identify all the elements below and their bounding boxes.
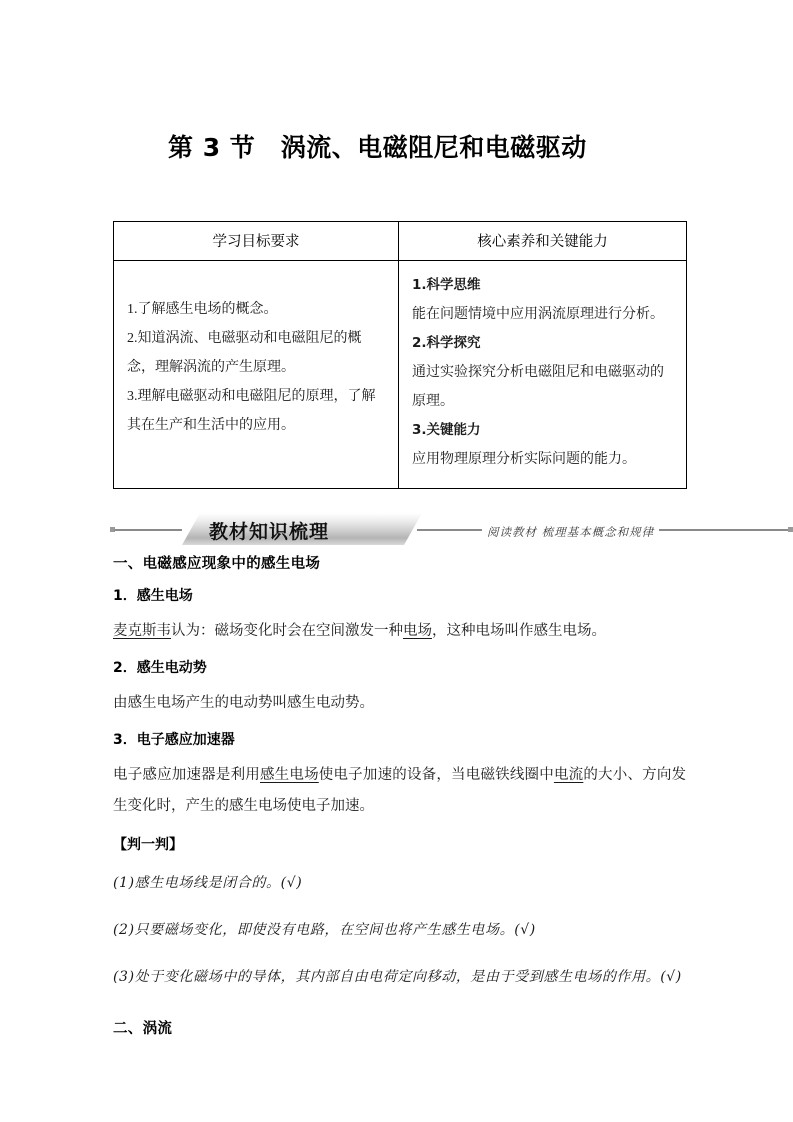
literacy-group-text: 通过实验探究分析电磁阻尼和电磁驱动的原理。 (412, 365, 664, 409)
keyword-electric-field: 电场 (403, 623, 432, 639)
banner-label: 教材知识梳理 (209, 521, 330, 543)
paragraph-text: ，这种电场叫作感生电场。 (432, 623, 606, 639)
paragraph-text: 的大小、方向发生变化时，产生的感生电场使电子加速。 (113, 767, 687, 814)
literacy-group-heading: 3.关键能力 (412, 422, 481, 438)
paragraph-induced-emf: 由感生电场产生的电动势叫感生电动势。 (113, 695, 374, 711)
paragraph-text: 使电子加速的设备，当电磁铁线圈中 (318, 767, 554, 783)
literacy-group-text: 应用物理原理分析实际问题的能力。 (412, 452, 636, 467)
spacer (113, 1009, 686, 1017)
learning-goal-item: 3.理解电磁驱动和电磁阻尼的原理，了解其在生产和生活中的应用。 (127, 389, 376, 433)
page-title: 第 3 节 涡流、电磁阻尼和电磁驱动 (168, 133, 587, 162)
body-content (113, 552, 686, 1050)
literacy-group-heading: 2.科学探究 (412, 335, 481, 351)
table-header-core-literacy: 核心素养和关键能力 (399, 222, 687, 261)
learning-goal-item: 2.知道涡流、电磁驱动和电磁阻尼的概念，理解涡流的产生原理。 (127, 331, 362, 375)
judge-item: (3)处于变化磁场中的导体，其内部自由电荷定向移动，是由于受到感生电场的作用。(√) (113, 969, 682, 985)
literacy-group-heading: 1.科学思维 (412, 277, 481, 293)
judge-section-heading: 【判一判】 (113, 837, 183, 853)
subsection-heading-3: 3．电子感应加速器 (113, 732, 235, 748)
section-heading-two: 二、涡流 (113, 1021, 173, 1037)
paragraph-induced-field (113, 616, 686, 647)
learning-objectives-table (113, 221, 687, 489)
keyword-maxwell: 麦克斯韦 (113, 623, 171, 639)
table-header-learning-goals: 学习目标要求 (114, 222, 399, 261)
judge-item: (2)只要磁场变化，即使没有电路，在空间也将产生感生电场。(√) (113, 922, 536, 938)
table-header-row (114, 222, 687, 261)
keyword-induced-field: 感生电场 (259, 767, 319, 783)
paragraph-text: 认为：磁场变化时会在空间激发一种 (171, 623, 403, 639)
subsection-heading-1: 1．感生电场 (113, 588, 193, 604)
banner-notch-left-icon (182, 513, 200, 545)
judge-item: (1)感生电场线是闭合的。(√) (113, 875, 303, 891)
keyword-current: 电流 (553, 767, 584, 783)
banner-right-cap (788, 527, 793, 532)
paragraph-text: 电子感应加速器是利用 (113, 767, 260, 783)
section-banner (110, 513, 686, 545)
paragraph-betatron (113, 760, 686, 822)
learning-goals-cell (114, 261, 399, 489)
subsection-heading-2: 2．感生电动势 (113, 660, 207, 676)
section-heading-one: 一、电磁感应现象中的感生电场 (113, 556, 321, 572)
table-body-row (114, 261, 687, 489)
banner-note: 阅读教材 梳理基本概念和规律 (482, 524, 659, 540)
core-literacy-cell (399, 261, 687, 489)
literacy-group-text: 能在问题情境中应用涡流原理进行分析。 (412, 307, 664, 322)
learning-goal-item: 1.了解感生电场的概念。 (127, 302, 278, 317)
